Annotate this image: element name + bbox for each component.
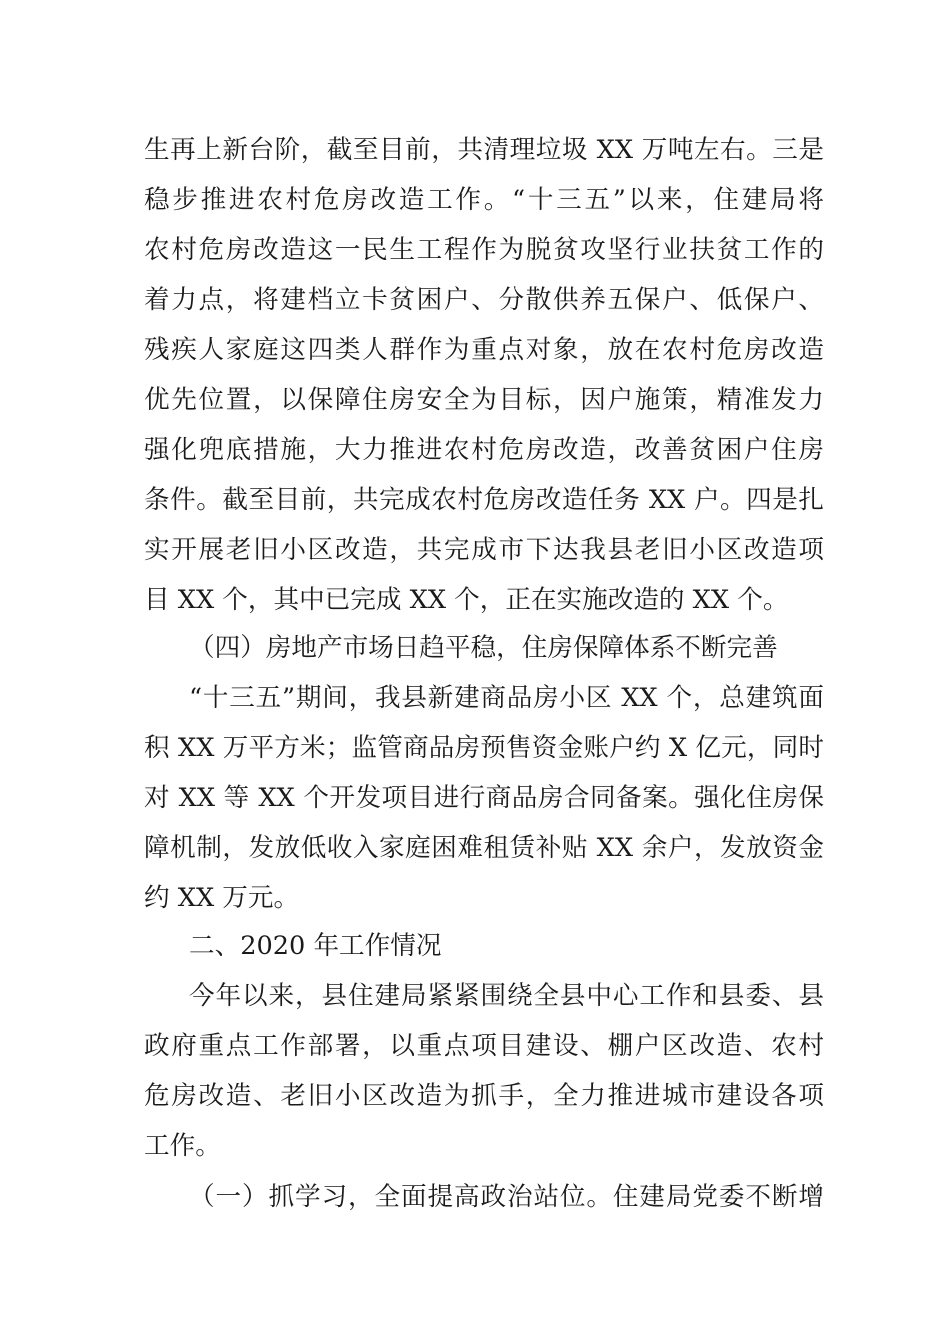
body-text-line: 今年以来，县住建局紧紧围绕全县中心工作和县委、县 <box>189 981 824 1011</box>
body-text-line: （一）抓学习，全面提高政治站位。住建局党委不断增 <box>189 1182 824 1212</box>
body-text-line: 障机制，发放低收入家庭困难租赁补贴 XX 余户，发放资金 <box>144 833 824 863</box>
body-text-line: 着力点，将建档立卡贫困户、分散供养五保户、低保户、 <box>144 285 824 315</box>
section-heading: 二、2020 年工作情况 <box>189 931 442 961</box>
body-text-line: 实开展老旧小区改造，共完成市下达我县老旧小区改造项 <box>144 535 824 565</box>
body-text-line: 工作。 <box>144 1131 221 1161</box>
body-text-line: 危房改造、老旧小区改造为抓手，全力推进城市建设各项 <box>144 1081 824 1111</box>
body-text-line: 约 XX 万元。 <box>144 883 300 913</box>
body-text-line: 政府重点工作部署，以重点项目建设、棚户区改造、农村 <box>144 1031 824 1061</box>
body-text-line: 稳步推进农村危房改造工作。“十三五”以来，住建局将 <box>144 185 824 215</box>
body-text-line: 目 XX 个，其中已完成 XX 个，正在实施改造的 XX 个。 <box>144 585 789 615</box>
body-text-line: 强化兜底措施，大力推进农村危房改造，改善贫困户住房 <box>144 435 824 465</box>
body-text-line: 生再上新台阶，截至目前，共清理垃圾 XX 万吨左右。三是 <box>144 135 824 165</box>
section-heading: （四）房地产市场日趋平稳，住房保障体系不断完善 <box>189 633 778 663</box>
body-text-line: 条件。截至目前，共完成农村危房改造任务 XX 户。四是扎 <box>144 485 824 515</box>
body-text-line: 残疾人家庭这四类人群作为重点对象，放在农村危房改造 <box>144 335 824 365</box>
body-text-line: 优先位置，以保障住房安全为目标，因户施策，精准发力 <box>144 385 824 415</box>
body-text-line: 积 XX 万平方米；监管商品房预售资金账户约 X 亿元，同时 <box>144 733 824 763</box>
body-text-line: “十三五”期间，我县新建商品房小区 XX 个，总建筑面 <box>189 683 824 713</box>
body-text-line: 农村危房改造这一民生工程作为脱贫攻坚行业扶贫工作的 <box>144 235 824 265</box>
body-text-line: 对 XX 等 XX 个开发项目进行商品房合同备案。强化住房保 <box>144 783 824 813</box>
